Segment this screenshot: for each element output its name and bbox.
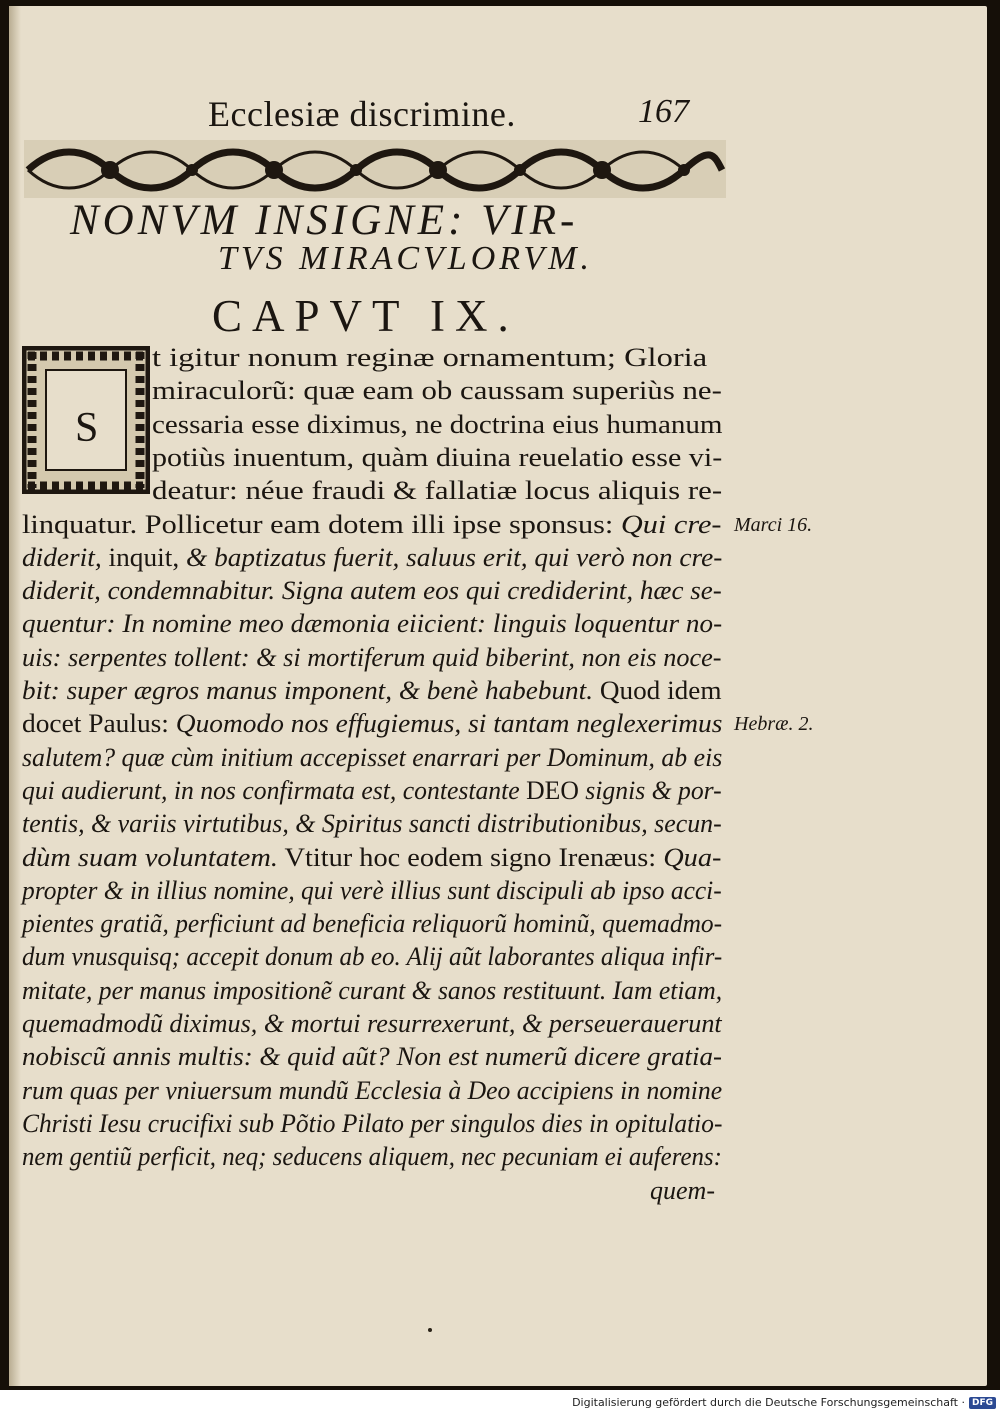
text-run: nobiscũ annis multis: & quid aũt? Non est numerũ dicere gratia- [22, 1042, 722, 1072]
catchword: quem- [650, 1176, 715, 1205]
text-line [22, 809, 722, 839]
dfg-logo: DFG [969, 1397, 996, 1409]
text-line [22, 776, 722, 806]
section-title-line-2: TVS MIRACVLORVM. [218, 240, 594, 277]
text-run: Quomodo nos effugiemus, si tantam neglexerimus [175, 709, 723, 739]
text-run: bit: super ægros manus imponent, & benè habebunt. [22, 676, 594, 705]
page-gutter-shadow [9, 6, 21, 1386]
text-line [22, 576, 722, 606]
text-run: cessaria esse diximus, ne doctrina eius humanum [152, 409, 723, 439]
text-run: Quod idem [593, 676, 722, 705]
text-run: dùm suam voluntatem. [22, 842, 278, 872]
initial-letter: S [75, 405, 99, 451]
text-line [22, 609, 722, 639]
text-line [22, 976, 722, 1006]
text-line [22, 676, 721, 706]
text-run: nem gentiũ perficit, neq; seducens aliquem, nec pecuniam ei auferens: [22, 1142, 722, 1172]
text-run: uis: serpentes tollent: & si mortiferum quid biberint, non eis noce- [22, 642, 722, 672]
text-line [152, 410, 723, 440]
text-run: Qua- [663, 842, 722, 872]
text-line [22, 1142, 722, 1172]
text-line [22, 543, 722, 573]
text-run: docet Paulus: [22, 709, 176, 739]
text-line [152, 476, 722, 506]
text-run: diderit, [22, 542, 102, 572]
text-run: Christi Iesu crucifixi sub Põtio Pilato per singulos dies in opitulatio- [22, 1108, 723, 1138]
decorative-headpiece [24, 140, 726, 198]
text-line [22, 1009, 722, 1039]
text-run: tentis, & variis virtutibus, & Spiritus sancti distributionibus, secun- [22, 809, 722, 839]
text-line [152, 443, 722, 473]
text-line [22, 510, 722, 540]
text-run: miraculorũ: quæ eam ob caussam superiùs ne- [152, 376, 722, 406]
text-line [22, 1042, 722, 1072]
text-run: diderit, condemnabitur. Signa autem eos qui crediderint, hæc se- [22, 576, 722, 606]
text-line [22, 1109, 722, 1139]
text-run: propter & in illius nomine, qui verè illius sunt discipuli ab ipso acci- [22, 875, 722, 905]
text-run: qui audierunt, in nos confirmata est, contestante [22, 775, 527, 805]
text-run: mitate, per manus impositionẽ curant & sanos restituunt. Iam etiam, [22, 975, 723, 1005]
text-run: signis & por- [578, 775, 722, 805]
text-run: pientes gratiã, perficiunt ad beneficia reliquorũ hominũ, quemadmo- [22, 909, 723, 939]
text-run: salutem? quæ cùm initium accepisset enarrari per Dominum, ab eis [22, 742, 723, 772]
text-line [152, 343, 707, 373]
text-run: potiùs inuentum, quàm diuina reuelatio esse vi- [152, 442, 723, 472]
text-run: quemadmodũ diximus, & mortui resurrexerunt, & perseuerauerunt [22, 1009, 722, 1038]
text-run: quentur: In nomine meo dæmonia eiicient: linguis loquentur no- [22, 609, 723, 639]
text-run: linquatur. Pollicetur eam dotem illi ipse sponsus: [22, 509, 621, 539]
text-run: & baptizatus fuerit, saluus erit, qui verò non cre- [185, 542, 723, 572]
text-line [22, 709, 722, 739]
text-line [22, 743, 722, 773]
text-line [22, 942, 722, 972]
section-title-line-1: NONVM INSIGNE: VIR- [70, 197, 579, 244]
paper-speck [428, 1328, 432, 1332]
text-run: t igitur nonum reginæ ornamentum; Gloria [152, 343, 708, 372]
text-run: deatur: néue fraudi & fallatiæ locus aliquis re- [152, 476, 723, 506]
text-line [22, 1076, 722, 1106]
text-run: Qui cre- [620, 509, 722, 539]
text-run: DEO [526, 775, 579, 805]
text-run: Vtitur hoc eodem signo Irenæus: [277, 842, 664, 872]
text-run: dum vnusquisq; accepit donum ab eo. Alij aũt laborantes aliqua infir- [22, 942, 723, 972]
footer-credit [572, 1396, 996, 1409]
text-line [22, 643, 722, 673]
text-line [22, 843, 721, 873]
text-line [22, 909, 722, 939]
text-line [22, 876, 722, 906]
text-line [152, 376, 722, 406]
margin-note: Marci 16. [734, 513, 813, 536]
footer-text: Digitalisierung gefördert durch die Deutsche Forschungsgemeinschaft · [572, 1396, 965, 1409]
running-head: Ecclesiæ discrimine. [208, 94, 516, 134]
text-run: inquit, [101, 542, 186, 572]
text-run: rum quas per vniuersum mundũ Ecclesia à Deo accipiens in nomine [22, 1075, 723, 1105]
page-number: 167 [638, 93, 689, 130]
margin-note: Hebræ. 2. [734, 713, 814, 736]
chapter-heading: CAPVT IX. [212, 291, 519, 341]
